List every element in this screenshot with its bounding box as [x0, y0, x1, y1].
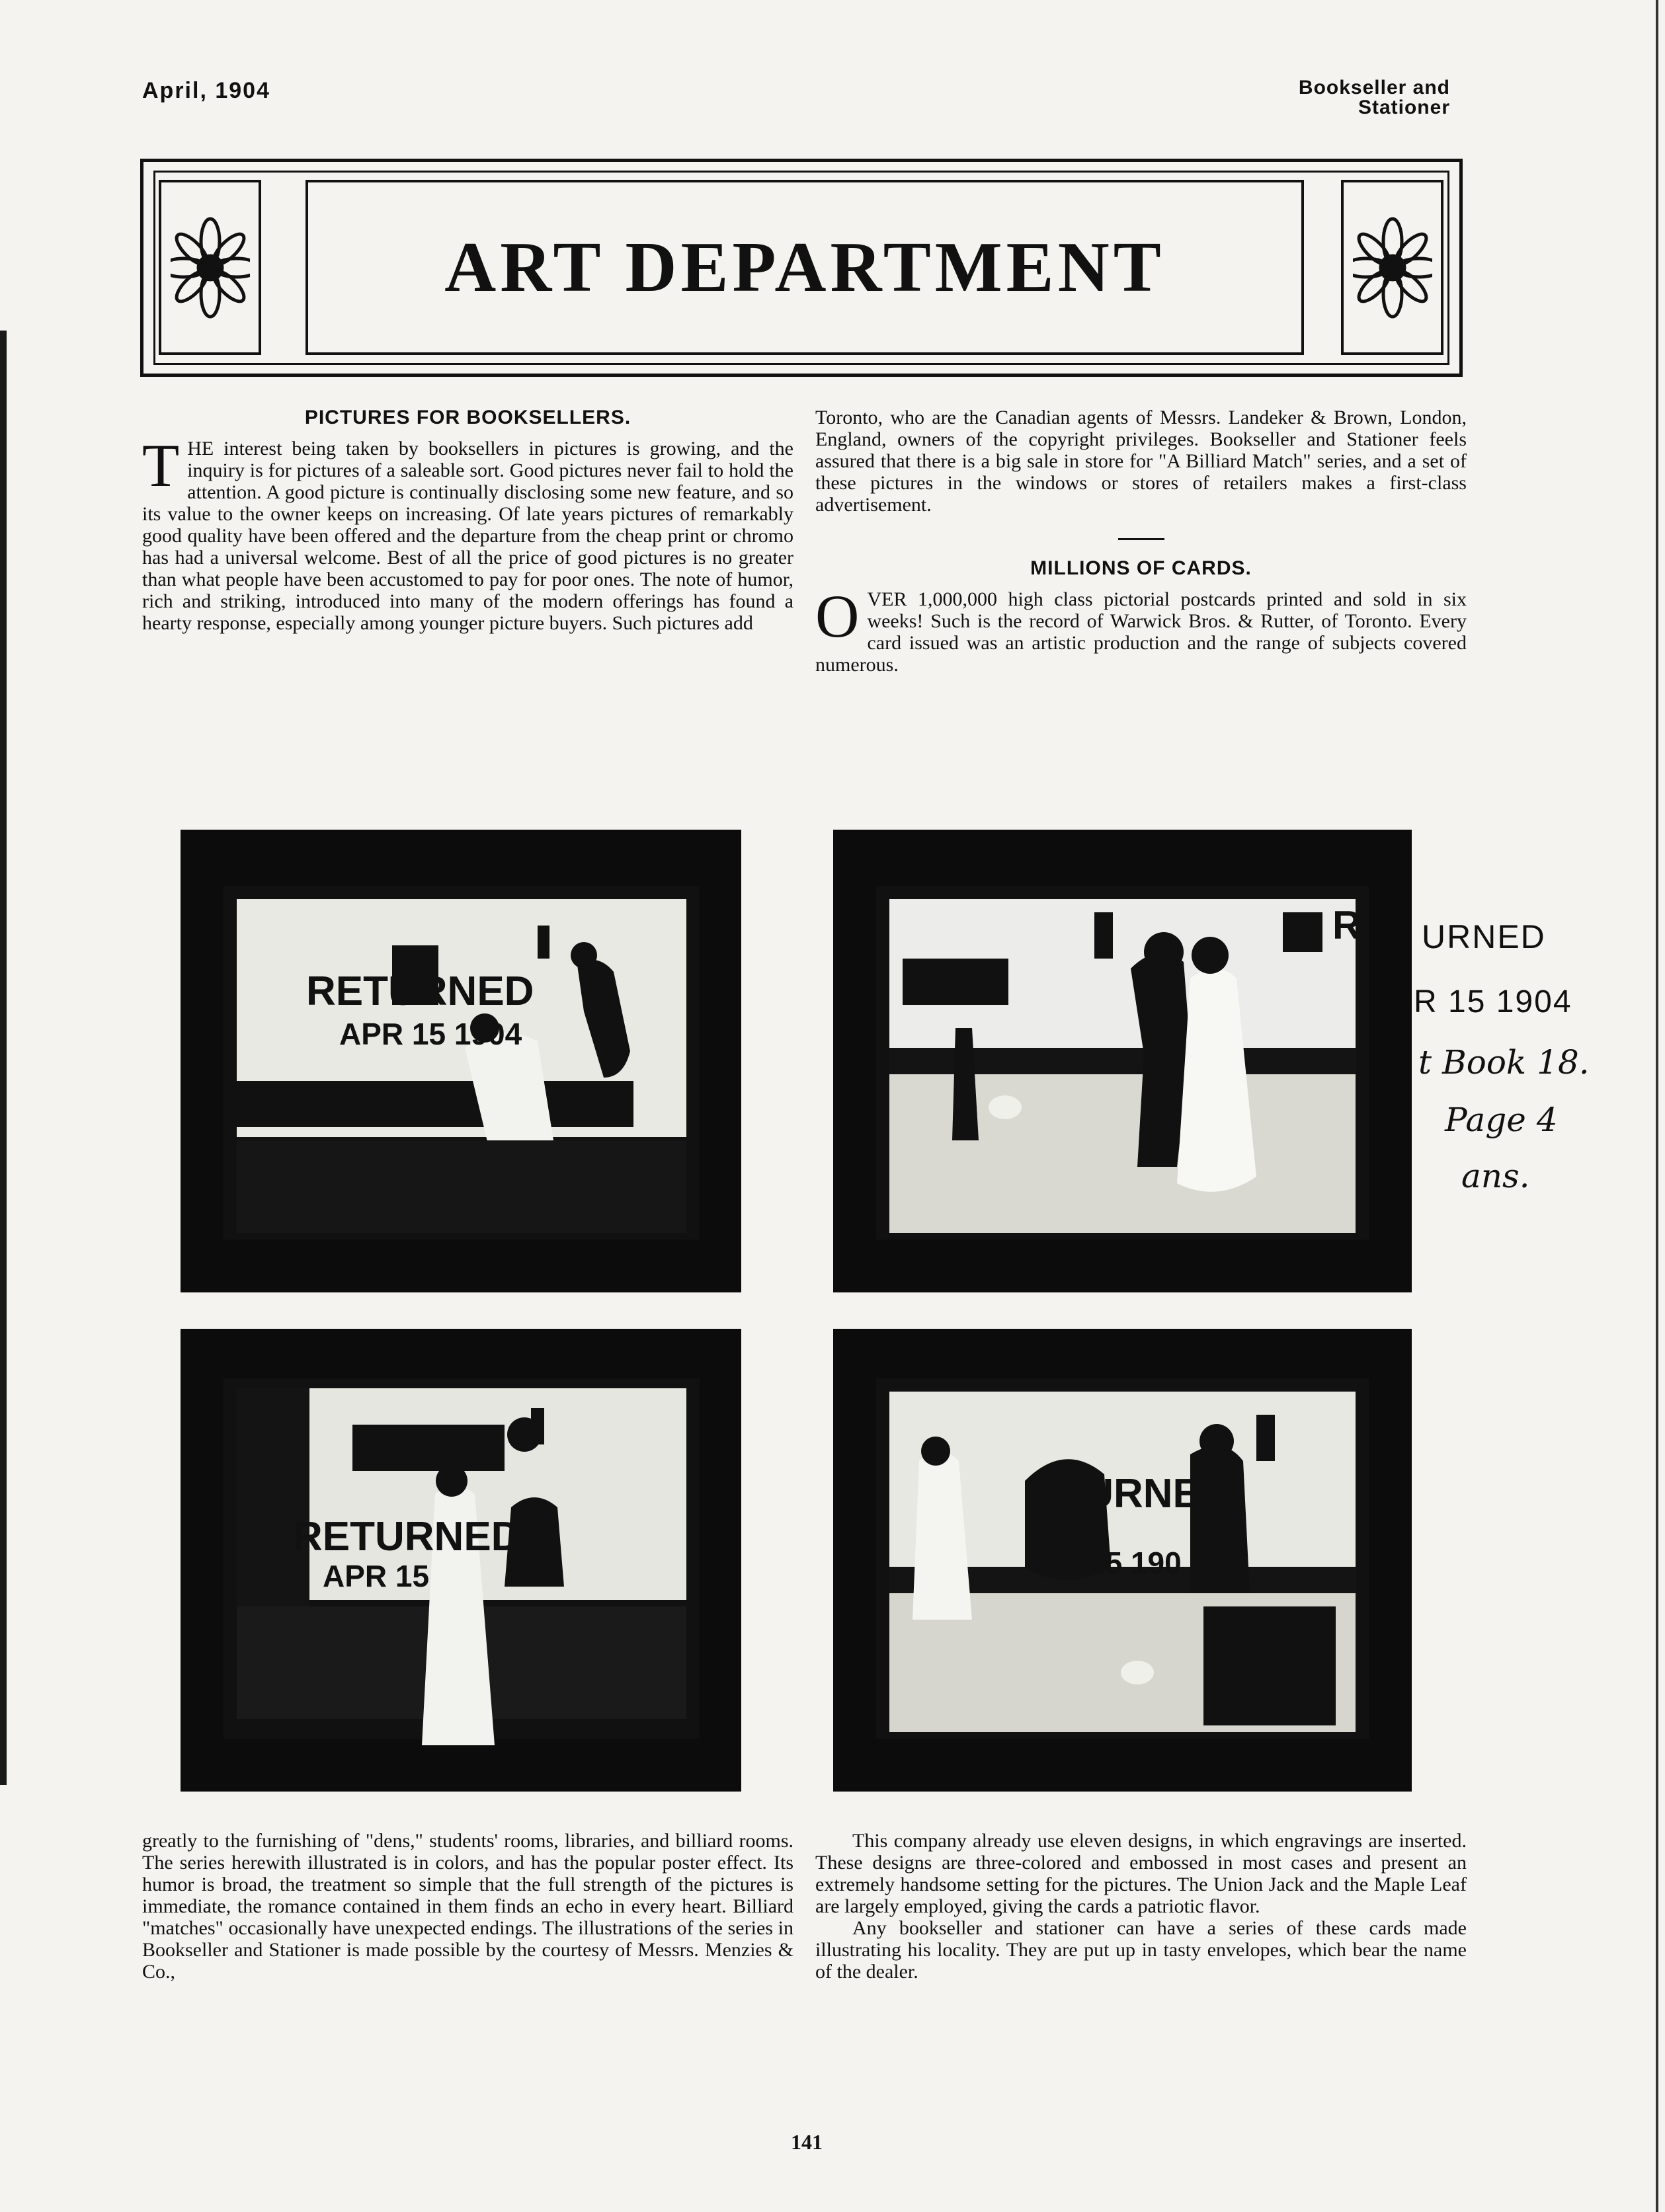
article-pictures-continued: [142, 1830, 793, 1983]
publication-name-line1: Bookseller and: [1298, 77, 1450, 99]
flower-ornament-icon: [159, 180, 261, 355]
returned-stamp-margin-date: R 15 1904: [1414, 984, 1572, 1019]
returned-stamp-margin: URNED: [1422, 918, 1546, 955]
article-body: HE interest being taken by booksellers in pictures is growing, and the inquiry is for pictures of a saleable sort. Good pictures never fail to hold the attention. A good picture is continually disclosing some new feature, and so its value to the owner keeps on increasing. Of late years pictures of remarkably good quality have been offered and the departure from the cheap print or chromo has had a universal welcome. Best of all the price of good pictures is no greater than what people have been accustomed to pay for poor ones. The note of humor, rich and striking, introduced into many of the modern offerings has found a hearty response, especially among younger picture buyers. Such pictures add: [142, 438, 793, 634]
publication-name: [1299, 78, 1450, 118]
banner-title-box: [305, 180, 1304, 355]
article-continued-column: [815, 407, 1467, 676]
flower-ornament-icon: [1341, 180, 1443, 355]
returned-stamp-date: APR 15: [323, 1559, 430, 1593]
article-cards-continued: [815, 1830, 1467, 1983]
drop-cap: T: [142, 432, 180, 499]
article-pictures-column: [142, 407, 793, 634]
drop-cap: O: [815, 582, 860, 650]
publication-name-line2: Stationer: [1358, 97, 1450, 118]
scan-right-edge: [1656, 0, 1658, 2212]
billiard-photo-4: [833, 1329, 1412, 1792]
returned-stamp-text: RETURNED: [306, 968, 534, 1014]
page-number: 141: [791, 2130, 823, 2154]
article-heading: MILLIONS OF CARDS.: [1030, 557, 1252, 579]
section-divider: [1118, 538, 1164, 540]
article-paragraph: Any bookseller and stationer can have a series of these cards made illustrating his locality. They are put up in tasty envelopes, which bear the name of the dealer.: [815, 1917, 1467, 1983]
article-paragraph: [815, 582, 1467, 676]
returned-stamp-date: APR 15 1904: [339, 1017, 522, 1051]
billiard-photo-1: [181, 830, 741, 1292]
returned-stamp-date: R 15 190: [1058, 1546, 1182, 1580]
article-paragraph: Toronto, who are the Canadian agents of Messrs. Landeker & Brown, London, England, owners of the copyright privileges. Bookseller and Stationer feels assured that there is a big sale in store for "A Billiard Match" series, and a set of these pictures in the windows or stores of retailers makes a first-class advertisement.: [815, 407, 1467, 516]
returned-stamp-text: RETURNED: [293, 1514, 521, 1560]
handwritten-note-page: Page 4: [1445, 1101, 1558, 1139]
handwritten-note-book: t Book 18.: [1418, 1043, 1590, 1082]
issue-date: April, 1904: [142, 78, 270, 103]
returned-stamp-text: R: [1332, 903, 1361, 947]
scan-left-edge: [0, 331, 7, 1785]
billiard-photo-3: [181, 1329, 741, 1792]
section-title: ART DEPARTMENT: [444, 227, 1165, 307]
article-heading: PICTURES FOR BOOKSELLERS.: [304, 407, 631, 428]
billiard-photo-2: [833, 830, 1412, 1292]
handwritten-note-initials: ans.: [1461, 1157, 1530, 1195]
article-paragraph: greatly to the furnishing of "dens," students' rooms, libraries, and billiard rooms. The series herewith illustrated is in colors, and has the popular poster effect. Its humor is broad, the treatment so simple that the full strength of the pictures is immediate, the romance contained in them finds an echo in every heart. Billiard "matches" occasionally have unexpected endings. The illustrations of the series in Bookseller and Stationer is made possible by the courtesy of Messrs. Menzies & Co.,: [142, 1830, 793, 1983]
returned-stamp-text: ETURNE: [1032, 1471, 1200, 1517]
article-paragraph: This company already use eleven designs, in which engravings are inserted. These designs are three-colored and embossed in most cases and present an extremely handsome setting for the pictures. The Union Jack and the Maple Leaf are largely employed, giving the cards a patriotic flavor.: [815, 1830, 1467, 1917]
article-paragraph: [142, 432, 793, 634]
article-body: VER 1,000,000 high class pictorial postcards printed and sold in six weeks! Such is the record of Warwick Bros. & Rutter, of Toronto. Every card issued was an artistic production and the range of subjects covered numerous.: [815, 588, 1467, 676]
